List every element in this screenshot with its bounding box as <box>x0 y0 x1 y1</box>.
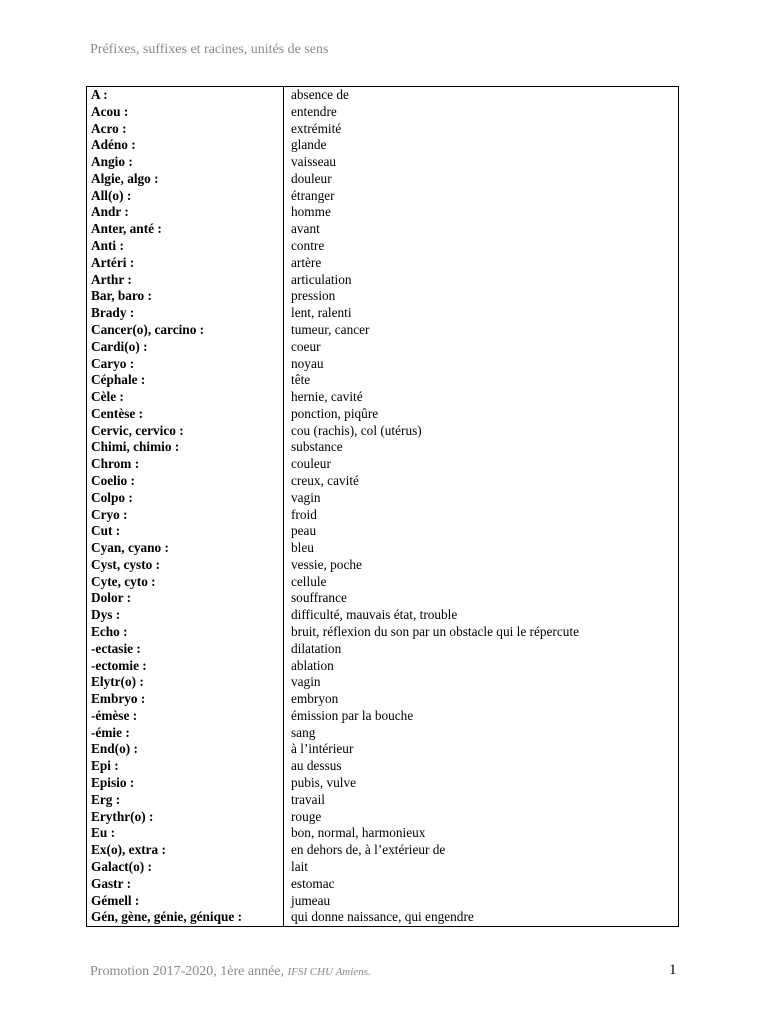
page-header-title: Préfixes, suffixes et racines, unités de sens <box>90 42 329 57</box>
glossary-term: Arthr : <box>91 271 132 287</box>
glossary-term: Ex(o), extra : <box>91 842 166 858</box>
glossary-row <box>87 406 678 423</box>
glossary-row <box>87 876 678 893</box>
glossary-row <box>87 691 678 708</box>
glossary-term: Colpo : <box>91 489 133 505</box>
glossary-row <box>87 507 678 524</box>
glossary-row <box>87 439 678 456</box>
glossary-row <box>87 557 678 574</box>
glossary-term: -émèse : <box>91 707 138 723</box>
glossary-meaning: peau <box>291 523 317 539</box>
glossary-meaning: difficulté, mauvais état, trouble <box>291 607 458 623</box>
footer-text: Promotion 2017-2020, 1ère année, <box>90 964 285 979</box>
glossary-row <box>87 658 678 675</box>
glossary-row <box>87 708 678 725</box>
glossary-row <box>87 523 678 540</box>
glossary-row <box>87 171 678 188</box>
glossary-row <box>87 809 678 826</box>
glossary-term: Angio : <box>91 154 133 170</box>
glossary-row <box>87 456 678 473</box>
glossary-meaning: cou (rachis), col (utérus) <box>291 422 422 438</box>
glossary-term: Chrom : <box>91 456 140 472</box>
glossary-row <box>87 775 678 792</box>
glossary-meaning: couleur <box>291 456 331 472</box>
glossary-term: Cèle : <box>91 389 124 405</box>
glossary-table <box>87 87 678 926</box>
glossary-row <box>87 204 678 221</box>
glossary-meaning: tumeur, cancer <box>291 321 370 337</box>
glossary-row <box>87 909 678 926</box>
glossary-row <box>87 741 678 758</box>
glossary-term: Céphale : <box>91 372 146 388</box>
glossary-term: Episio : <box>91 775 135 791</box>
glossary-row <box>87 188 678 205</box>
glossary-meaning: creux, cavité <box>291 472 359 488</box>
glossary-term: Cancer(o), carcino : <box>91 321 205 337</box>
glossary-term: -ectomie : <box>91 657 147 673</box>
glossary-term: Cardi(o) : <box>91 338 148 354</box>
glossary-term: Gastr : <box>91 875 132 891</box>
glossary-row <box>87 624 678 641</box>
glossary-meaning: bleu <box>291 540 314 556</box>
glossary-term: Eu : <box>91 825 116 841</box>
glossary-meaning: contre <box>291 238 325 254</box>
glossary-meaning: jumeau <box>291 892 331 908</box>
glossary-table-body <box>87 87 678 926</box>
glossary-meaning: lent, ralenti <box>291 305 352 321</box>
glossary-term: A : <box>91 87 108 102</box>
glossary-row <box>87 356 678 373</box>
glossary-term: Andr : <box>91 204 129 220</box>
glossary-term: Acou : <box>91 103 129 119</box>
glossary-meaning: bon, normal, harmonieux <box>291 825 426 841</box>
glossary-row <box>87 590 678 607</box>
glossary-meaning: vessie, poche <box>291 556 362 572</box>
glossary-row <box>87 104 678 121</box>
glossary-term: End(o) : <box>91 741 138 757</box>
glossary-row <box>87 221 678 238</box>
glossary-term: Erg : <box>91 791 121 807</box>
glossary-meaning: glande <box>291 137 327 153</box>
glossary-row <box>87 322 678 339</box>
glossary-meaning: absence de <box>291 87 349 102</box>
glossary-meaning: estomac <box>291 875 335 891</box>
glossary-term: Dolor : <box>91 590 132 606</box>
glossary-term: Brady : <box>91 305 135 321</box>
glossary-meaning: tête <box>291 372 311 388</box>
glossary-term: Caryo : <box>91 355 135 371</box>
glossary-row <box>87 305 678 322</box>
glossary-row <box>87 859 678 876</box>
glossary-meaning: artère <box>291 254 322 270</box>
glossary-row <box>87 574 678 591</box>
glossary-meaning: en dehors de, à l’extérieur de <box>291 842 446 858</box>
glossary-meaning: qui donne naissance, qui engendre <box>291 909 474 925</box>
glossary-term: Dys : <box>91 607 121 623</box>
glossary-meaning: froid <box>291 506 317 522</box>
glossary-meaning: douleur <box>291 170 332 186</box>
glossary-row <box>87 137 678 154</box>
glossary-term: Chimi, chimio : <box>91 439 180 455</box>
glossary-row <box>87 288 678 305</box>
glossary-term: Anter, anté : <box>91 221 162 237</box>
glossary-term: Algie, algo : <box>91 170 159 186</box>
glossary-meaning: extrémité <box>291 120 342 136</box>
glossary-row <box>87 674 678 691</box>
glossary-meaning: hernie, cavité <box>291 389 363 405</box>
glossary-term: All(o) : <box>91 187 132 203</box>
glossary-term: Elytr(o) : <box>91 674 144 690</box>
glossary-meaning: cellule <box>291 573 327 589</box>
glossary-row <box>87 490 678 507</box>
glossary-meaning: coeur <box>291 338 321 354</box>
glossary-term: Anti : <box>91 238 124 254</box>
glossary-meaning: vagin <box>291 674 321 690</box>
glossary-meaning: souffrance <box>291 590 347 606</box>
glossary-meaning: articulation <box>291 271 352 287</box>
glossary-row <box>87 272 678 289</box>
glossary-meaning: avant <box>291 221 320 237</box>
glossary-meaning: lait <box>291 858 308 874</box>
glossary-row <box>87 255 678 272</box>
glossary-meaning: ponction, piqûre <box>291 405 379 421</box>
glossary-meaning: ablation <box>291 657 334 673</box>
glossary-row <box>87 842 678 859</box>
glossary-meaning: rouge <box>291 808 322 824</box>
glossary-meaning: vagin <box>291 489 321 505</box>
glossary-meaning: travail <box>291 791 325 807</box>
glossary-row <box>87 238 678 255</box>
glossary-term: -ectasie : <box>91 640 141 656</box>
glossary-row <box>87 339 678 356</box>
glossary-term: Cyte, cyto : <box>91 573 156 589</box>
glossary-row <box>87 758 678 775</box>
glossary-term: Centèse : <box>91 405 144 421</box>
page-number: 1 <box>669 962 677 978</box>
glossary-term: -émie : <box>91 724 130 740</box>
glossary-term: Cyan, cyano : <box>91 540 169 556</box>
glossary-row <box>87 473 678 490</box>
glossary-meaning: substance <box>291 439 343 455</box>
glossary-term: Acro : <box>91 120 127 136</box>
page-footer <box>90 964 371 980</box>
glossary-row <box>87 154 678 171</box>
glossary-meaning: sang <box>291 724 316 740</box>
glossary-row <box>87 121 678 138</box>
glossary-term: Erythr(o) : <box>91 808 154 824</box>
glossary-term: Echo : <box>91 624 128 639</box>
glossary-row <box>87 607 678 624</box>
glossary-meaning: au dessus <box>291 758 342 774</box>
glossary-term: Cyst, cysto : <box>91 556 161 572</box>
glossary-meaning: étranger <box>291 187 335 203</box>
glossary-row <box>87 893 678 910</box>
glossary-term: Artéri : <box>91 254 135 270</box>
glossary-meaning: à l’intérieur <box>291 741 354 757</box>
glossary-row <box>87 372 678 389</box>
footer-organization: IFSI CHU Amiens. <box>287 966 371 978</box>
glossary-meaning: homme <box>291 204 331 220</box>
glossary-meaning: bruit, réflexion du son par un obstacle qui le répercute <box>291 624 579 639</box>
glossary-row <box>87 389 678 406</box>
glossary-row <box>87 87 678 104</box>
glossary-meaning: vaisseau <box>291 154 337 170</box>
glossary-row <box>87 792 678 809</box>
glossary-term: Coelio : <box>91 472 135 488</box>
glossary-term: Bar, baro : <box>91 288 152 304</box>
glossary-meaning: embryon <box>291 691 339 707</box>
glossary-meaning: pubis, vulve <box>291 775 357 791</box>
glossary-term: Epi : <box>91 758 119 774</box>
glossary-row <box>87 423 678 440</box>
glossary-term: Gén, gène, génie, génique : <box>91 909 243 925</box>
glossary-term: Embryo : <box>91 691 146 707</box>
glossary-term: Cervic, cervico : <box>91 422 184 438</box>
glossary-term: Cut : <box>91 523 121 539</box>
glossary-term: Gémell : <box>91 892 140 908</box>
glossary-meaning: noyau <box>291 355 324 371</box>
glossary-meaning: émission par la bouche <box>291 707 414 723</box>
glossary-term: Adéno : <box>91 137 136 153</box>
glossary-meaning: dilatation <box>291 640 342 656</box>
glossary-row <box>87 540 678 557</box>
glossary-term: Cryo : <box>91 506 128 522</box>
glossary-meaning: pression <box>291 288 336 304</box>
glossary-term: Galact(o) : <box>91 858 152 874</box>
glossary-row <box>87 725 678 742</box>
glossary-row <box>87 641 678 658</box>
glossary-row <box>87 825 678 842</box>
glossary-meaning: entendre <box>291 103 337 119</box>
